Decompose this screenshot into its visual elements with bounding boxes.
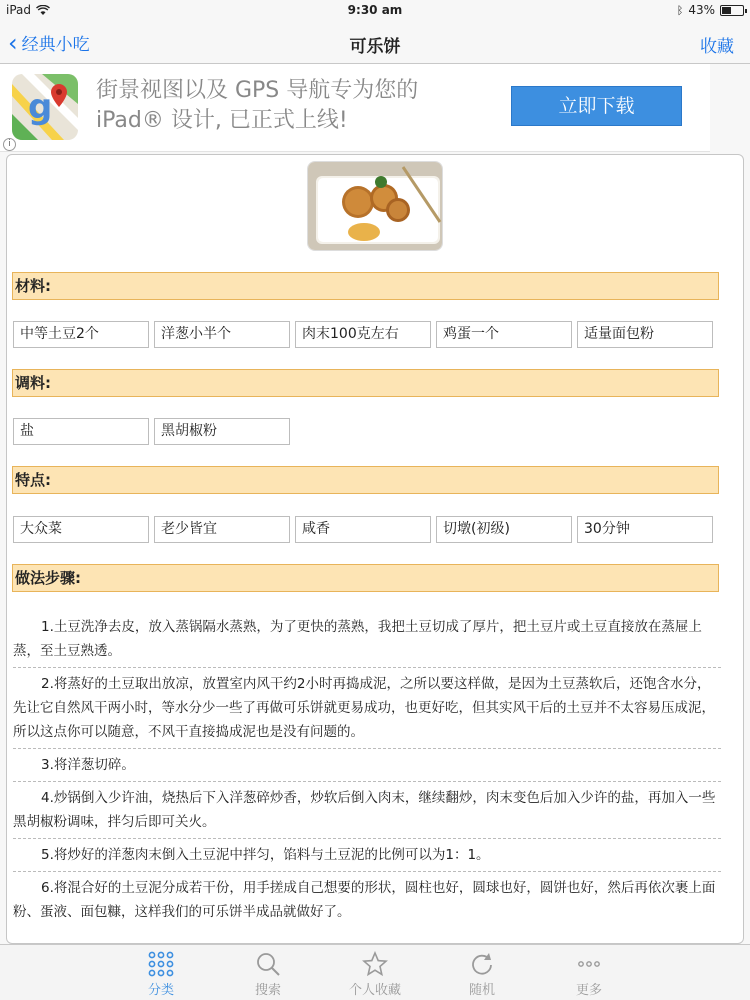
page-title: 可乐饼 [349, 37, 401, 57]
maps-app-logo [12, 74, 78, 140]
favorite-button[interactable]: 收藏 [700, 37, 734, 57]
ingredient-chip: 中等土豆2个 [13, 321, 149, 348]
tab-favorites[interactable] [322, 945, 429, 1000]
status-time: 9:30 am [347, 3, 403, 17]
battery-icon [720, 5, 744, 16]
food-photo [307, 161, 443, 251]
ad-banner[interactable] [0, 64, 710, 152]
feature-chip: 大众菜 [13, 516, 149, 543]
tab-label: 随机 [468, 983, 495, 998]
star-icon [362, 951, 388, 977]
chevron-left-icon: ‹ [8, 28, 18, 57]
step-item: 4.炒锅倒入少许油，烧热后下入洋葱碎炒香，炒软后倒入肉末，继续翻炒，肉末变色后加入少许的盐，再加入一些黑胡椒粉调味，拌匀后即可关火。 [13, 782, 721, 839]
seasoning-chip: 盐 [13, 418, 149, 445]
back-label: 经典小吃 [21, 35, 90, 55]
section-seasoning-title: 调料: [12, 369, 719, 397]
feature-chip: 老少皆宜 [154, 516, 290, 543]
ad-line-1: 街景视图以及 GPS 导航专为您的 [96, 78, 419, 103]
search-icon [255, 951, 281, 977]
step-item: 1.土豆洗净去皮，放入蒸锅隔水蒸熟，为了更快的蒸熟，我把土豆切成了厚片，把土豆片或土豆直接放在蒸屉上蒸，至土豆熟透。 [13, 611, 721, 668]
ingredient-chip: 适量面包粉 [577, 321, 713, 348]
ingredients-list [13, 321, 713, 348]
seasoning-chip: 黑胡椒粉 [154, 418, 290, 445]
tab-bar [0, 944, 750, 1000]
ad-line-2: iPad® 设计, 已正式上线! [96, 108, 348, 133]
info-icon[interactable]: i [3, 138, 16, 151]
step-item: 3.将洋葱切碎。 [13, 749, 721, 782]
section-ingredients-title: 材料: [12, 272, 719, 300]
tab-search[interactable] [215, 945, 322, 1000]
section-features-title: 特点: [12, 466, 719, 494]
features-list [13, 516, 713, 543]
navigation-bar [0, 22, 750, 64]
grid-icon [148, 951, 174, 977]
recipe-card [6, 154, 744, 944]
status-bar [0, 0, 750, 22]
device-label: iPad [6, 3, 32, 17]
tab-label: 更多 [575, 983, 602, 998]
battery-percent: 43% [688, 3, 715, 17]
refresh-icon [469, 951, 495, 977]
tab-random[interactable] [429, 945, 536, 1000]
ad-text [96, 76, 418, 136]
steps-list [13, 611, 721, 928]
tab-category[interactable] [108, 945, 215, 1000]
tab-label: 搜索 [254, 983, 281, 998]
section-steps-title: 做法步骤: [12, 564, 719, 592]
tab-more[interactable] [536, 945, 643, 1000]
feature-chip: 咸香 [295, 516, 431, 543]
download-button[interactable]: 立即下载 [511, 86, 682, 126]
step-item: 6.将混合好的土豆泥分成若干份，用手搓成自己想要的形状，圆柱也好，圆球也好，圆饼也好，然后再依次裹上面粉、蛋液、面包糠，这样我们的可乐饼半成品就做好了。 [13, 880, 716, 920]
ingredient-chip: 洋葱小半个 [154, 321, 290, 348]
seasoning-list [13, 418, 290, 445]
bluetooth-icon: ᛒ [676, 3, 684, 17]
tab-label: 个人收藏 [348, 983, 401, 998]
step-item: 5.将炒好的洋葱肉末倒入土豆泥中拌匀，馅料与土豆泥的比例可以为1：1。 [13, 839, 721, 872]
more-icon [576, 951, 602, 977]
svg-text:g: g [28, 87, 53, 127]
ingredient-chip: 鸡蛋一个 [436, 321, 572, 348]
feature-chip: 30分钟 [577, 516, 713, 543]
step-item: 2.将蒸好的土豆取出放凉，放置室内风干约2小时再捣成泥，之所以要这样做，是因为土豆蒸软后，还饱含水分，先让它自然风干两小时，等水分少一些了再做可乐饼就更易成功，也更好吃，但其实风干后的土豆并不太容易压成泥，所以这点你可以随意，不风干直接捣成泥也是没有问题的。 [13, 668, 721, 749]
tab-label: 分类 [147, 983, 174, 998]
feature-chip: 切墩(初级) [436, 516, 572, 543]
ingredient-chip: 肉末100克左右 [295, 321, 431, 348]
